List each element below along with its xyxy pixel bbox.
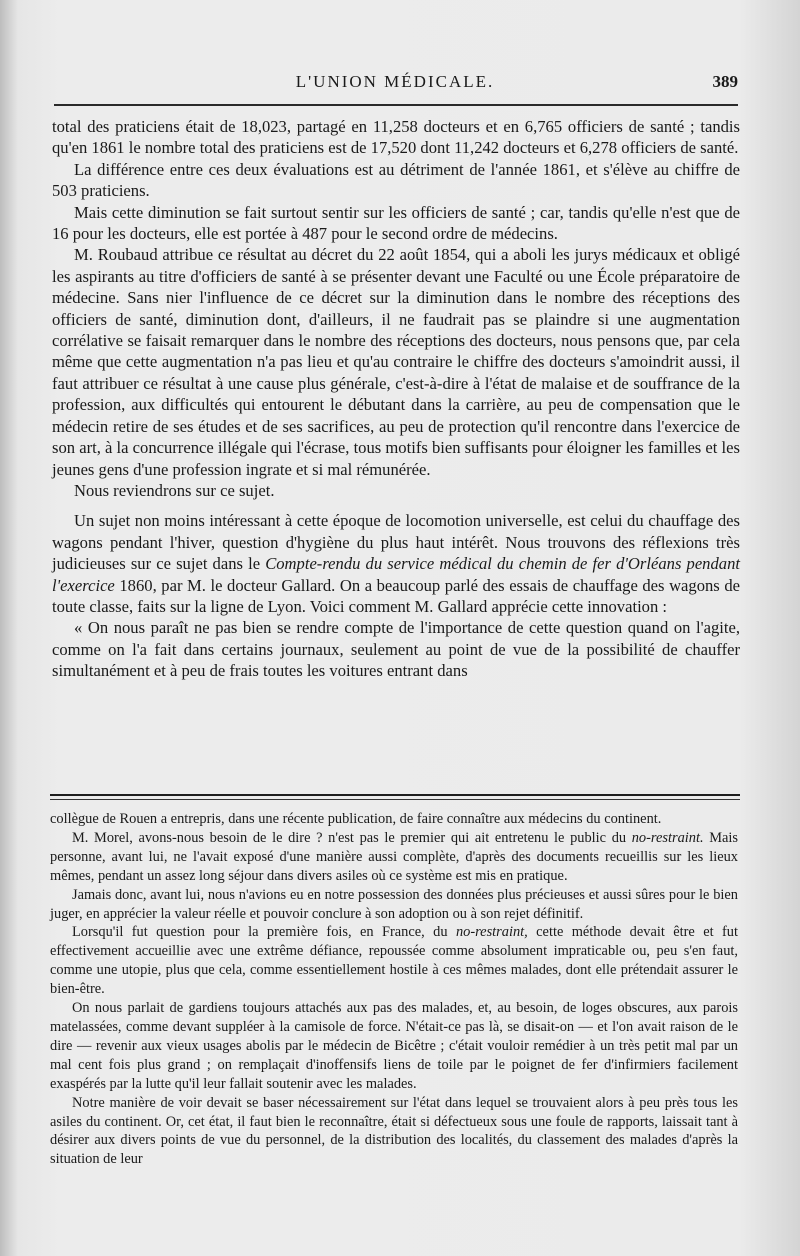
paragraph-wagons xyxy=(52,510,740,617)
footnote-text xyxy=(50,810,738,1169)
paragraph: Nous reviendrons sur ce sujet. xyxy=(74,480,275,500)
text-run: Un sujet non moins intéressant à cette époque de locomotion universelle, est celui du chauffage des wagons pendant l'hiver, question d'hygiène du plus haut intérêt. Nous trouvons des réflexions très judicieuses sur ce sujet dans le xyxy=(52,511,740,574)
text-run: Mais personne, avant lui, ne l'avait exposé d'une manière aussi complète, d'après des documents recueillis sur les lieux mêmes, pendant un assez long séjour dans divers asiles où ce système est mis en pratique. xyxy=(50,829,738,884)
text-run: M. Morel, avons-nous besoin de le dire ? n'est pas le premier qui ait entretenu le public du xyxy=(72,829,632,846)
text-run: cette méthode devait être et fut effectivement accueillie avec une extrême défiance, repoussée comme absolument impraticable ou, peu s'en faut, comme une utopie, plus que cela, comme essentiellement hostile à ces mêmes malades, dont elle prétendait assurer le bien-être. xyxy=(50,924,738,998)
quotation-paragraph: « On nous paraît ne pas bien se rendre compte de l'importance de cette question quand on l'agite, comme on l'a fait dans certains journaux, seulement au point de vue de la possibilité de chauffer simultanément et à peu de frais toutes les voitures entrant dans xyxy=(52,618,740,681)
note-paragraph: collègue de Rouen a entrepris, dans une récente publication, de faire connaître aux médecins du continent. xyxy=(50,811,662,827)
running-title: L'UNION MÉDICALE. xyxy=(295,72,495,91)
paragraph: La différence entre ces deux évaluations est au détriment de l'année 1861, et s'élève au chiffre de 503 praticiens. xyxy=(52,159,740,201)
paragraph: M. Roubaud attribue ce résultat au décret du 22 août 1854, qui a aboli les jurys médicaux et obligé les aspirants au titre d'officiers de santé à se présenter devant une Faculté ou une École préparatoire de médecine. Sans nier l'influence de ce décret sur la diminution dans le nombre des réceptions des officiers de santé, diminution dont, d'ailleurs, il ne faudrait pas se plaindre si une augmentation corrélative se faisait remarquer dans le nombre des réceptions des docteurs, nous pensons que, par cela même que cette augmentation n'a pas lieu et qu'au contraire le chiffre des docteurs s'amoindrit aussi, il faut attribuer ce résultat à une cause plus générale, c'est-à-dire à l'état de malaise et de souffrance de la profession, aux difficultés qui entourent le débutant dans la carrière, au peu de compensation que le médecin retire de ses études et de ses sacrifices, au peu de protection qu'il rencontre dans l'exercice de son art, à la concurrence illégale qui l'écrase, tous motifs bien suffisants pour éloigner les familles et les jeunes gens d'une profession ingrate et si mal rémunérée. xyxy=(52,245,740,479)
italic-term: no-restraint, xyxy=(455,924,528,941)
note-paragraph: Jamais donc, avant lui, nous n'avions eu en notre possession des données plus précieuses et aussi sûres pour le bien juger, en apprécier la valeur réelle et pouvoir conclure à son adoption ou à son rejet définitif. xyxy=(50,886,738,922)
text-run: 1860, par M. le docteur Gallard. On a beaucoup parlé des essais de chauffage des wagons de toute classe, faits sur la ligne de Lyon. Voici comment M. Gallard apprécie cette innovation : xyxy=(52,575,740,616)
paragraph-continuation: total des praticiens était de 18,023, partagé en 11,258 docteurs et en 6,765 officiers de santé ; tandis qu'en 1861 le nombre total des praticiens est de 17,520 dont 11,242 docteurs et 6,278 officiers de santé. xyxy=(52,117,740,158)
italic-title: Compte-rendu du service médical du chemin de fer d'Orléans pendant l'exercice xyxy=(52,554,740,595)
note-paragraph xyxy=(50,923,738,999)
note-paragraph xyxy=(50,829,738,886)
page-number: 389 xyxy=(712,72,738,91)
italic-term: no-restraint. xyxy=(631,829,704,846)
text-run: Lorsqu'il fut question pour la première fois, en France, du xyxy=(72,924,456,941)
header-rule xyxy=(54,104,738,106)
note-paragraph: On nous parlait de gardiens toujours attachés aux pas des malades, et, au besoin, de loges obscures, aux parois matelassées, comme devant suppléer à la camisole de force. N'était-ce pas là, se disait-on — et l'on avait raison de le dire — revenir aux vieux usages abolis par le médecin de Bicêtre ; c'était vouloir remédier à un très petit mal par un mal cent fois plus grand ; on remplaçait d'inoffensifs liens de toile par le poignet de fer d'infirmiers facilement exaspérés par la lutte qu'il leur fallait soutenir avec les malades. xyxy=(50,1000,738,1092)
note-paragraph: Notre manière de voir devait se baser nécessairement sur l'état dans lequel se trouvaient alors à peu près tous les asiles du continent. Or, cet état, il faut bien le reconnaître, était si défectueux sous une foule de rapports, laissait tant à désirer aux divers points de vue du personnel, de la distribution des localités, du classement des malades d'après la situation de leur xyxy=(50,1094,738,1168)
paragraph: Mais cette diminution se fait surtout sentir sur les officiers de santé ; car, tandis qu'elle n'est que de 16 pour les docteurs, elle est portée à 487 pour le second ordre de médecins. xyxy=(52,202,740,244)
main-text xyxy=(52,116,740,682)
page-header xyxy=(52,72,738,98)
footnote-separator xyxy=(50,794,740,800)
